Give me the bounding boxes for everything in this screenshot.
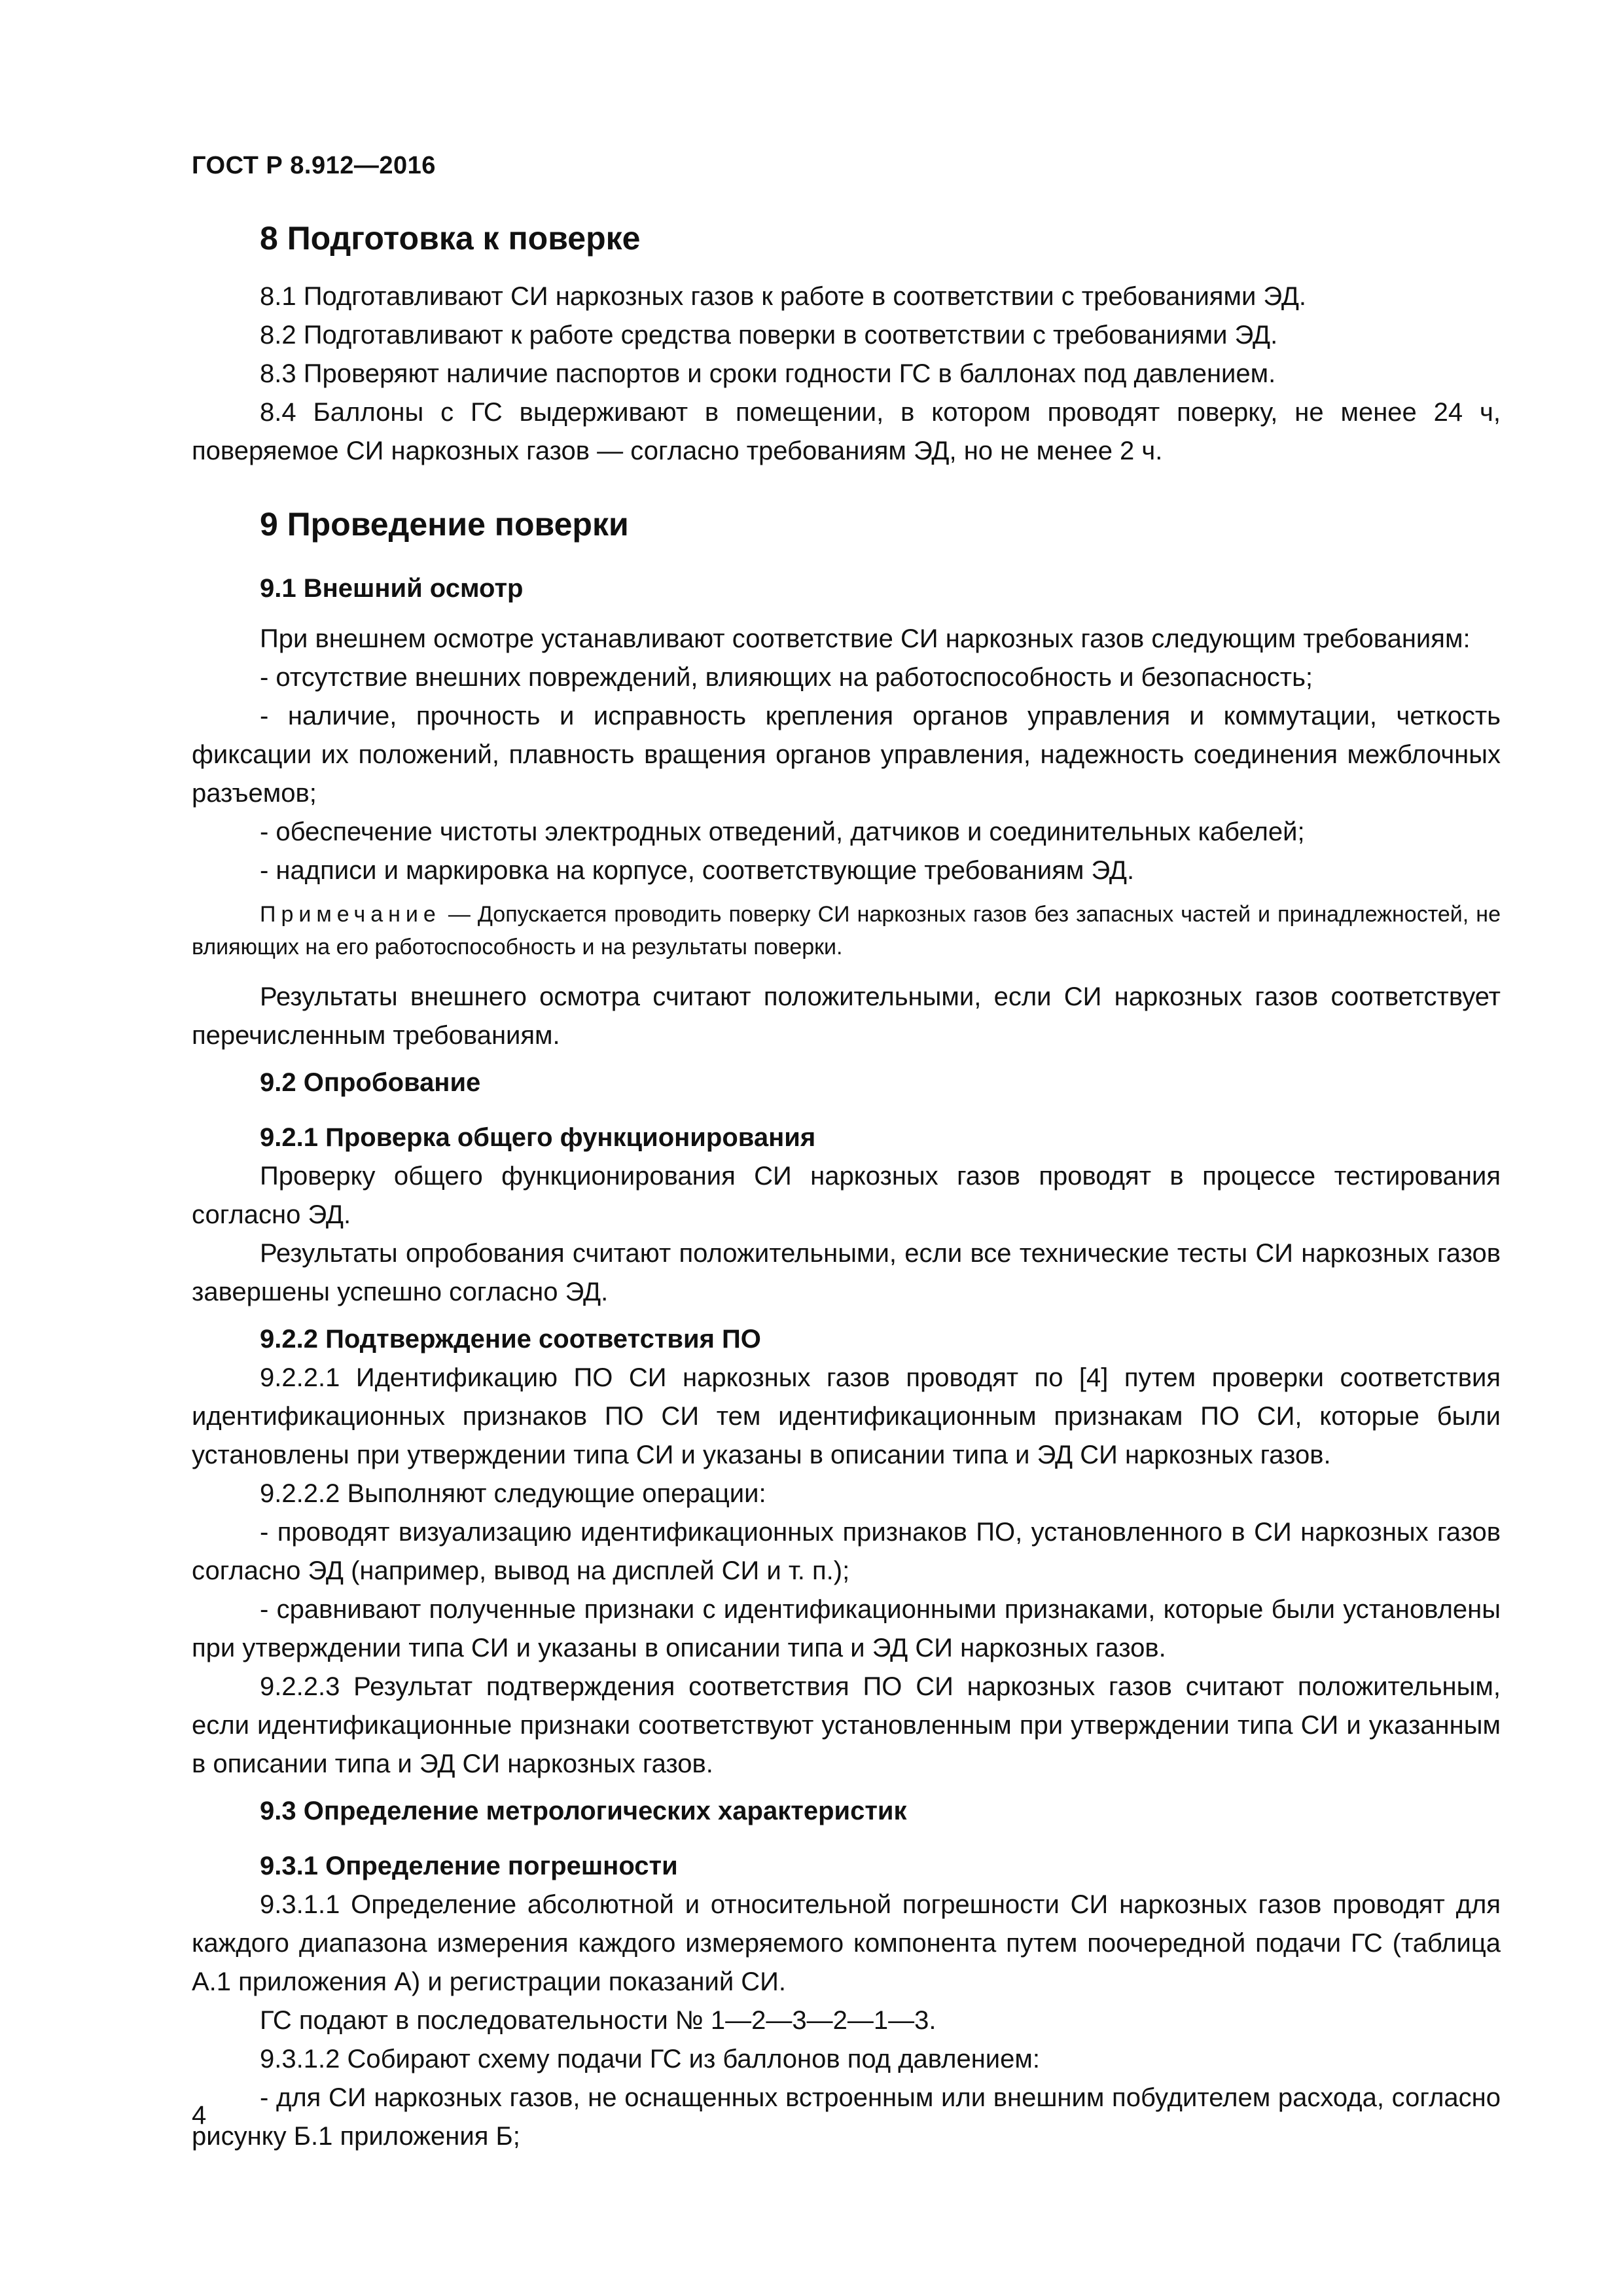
paragraph-8-1: 8.1 Подготавливают СИ наркозных газов к работе в соответствии с требованиями ЭД. [260, 282, 1307, 311]
document-body [192, 217, 1501, 2156]
paragraph-9-1-intro: При внешнем осмотре устанавливают соответствие СИ наркозных газов следующим требованиям: [260, 624, 1471, 653]
paragraph-9-3-1-sequence: ГС подают в последовательности № 1—2—3—2—1—3. [260, 2006, 936, 2035]
note-text: — Допускается проводить поверку СИ наркозных газов без запасных частей и принадлежностей, не влияющих на его работоспособность и на результаты поверки. [192, 902, 1501, 960]
paragraph-9-2-1-b: Результаты опробования считают положительными, если все технические тесты СИ наркозных газов завершены успешно согласно ЭД. [192, 1239, 1501, 1306]
page-number: 4 [192, 2101, 207, 2130]
list-item: - для СИ наркозных газов, не оснащенных встроенным или внешним побудителем расхода, согласно рисунку Б.1 приложения Б; [192, 2083, 1501, 2151]
note-label: Примечание [260, 902, 441, 927]
list-item: - отсутствие внешних повреждений, влияющих на работоспособность и безопасность; [260, 663, 1313, 692]
paragraph-8-3: 8.3 Проверяют наличие паспортов и сроки годности ГС в баллонах под давлением. [260, 359, 1276, 388]
paragraph-9-2-1-a: Проверку общего функционирования СИ наркозных газов проводят в процессе тестирования согласно ЭД. [192, 1162, 1501, 1229]
list-item: - надписи и маркировка на корпусе, соответствующие требованиям ЭД. [260, 856, 1135, 885]
subsection-9-2-heading: 9.2 Опробование [260, 1068, 481, 1097]
subsection-9-3-heading: 9.3 Определение метрологических характеристик [260, 1797, 907, 1825]
list-item: - проводят визуализацию идентификационных признаков ПО, установленного в СИ наркозных газов согласно ЭД (например, вывод на дисплей СИ и т. п.); [192, 1518, 1501, 1585]
paragraph-9-2-2-2: 9.2.2.2 Выполняют следующие операции: [260, 1479, 766, 1508]
subsection-9-1-heading: 9.1 Внешний осмотр [260, 574, 524, 603]
paragraph-8-2: 8.2 Подготавливают к работе средства поверки в соответствии с требованиями ЭД. [260, 321, 1278, 350]
subsection-9-2-1-heading: 9.2.1 Проверка общего функционирования [260, 1123, 816, 1152]
section-8-heading: 8 Подготовка к поверке [260, 220, 641, 257]
section-9-heading: 9 Проведение поверки [260, 506, 629, 543]
note [192, 898, 1501, 963]
list-item: - наличие, прочность и исправность крепления органов управления и коммутации, четкость фиксации их положений, плавность вращения органов управления, надежность соединения межблочных разъемов; [192, 702, 1501, 808]
list-item: - сравнивают полученные признаки с идентификационными признаками, которые были установлены при утверждении типа СИ и указаны в описании типа и ЭД СИ наркозных газов. [192, 1595, 1501, 1662]
paragraph-9-3-1-2: 9.3.1.2 Собирают схему подачи ГС из баллонов под давлением: [260, 2045, 1041, 2073]
paragraph-9-3-1-1: 9.3.1.1 Определение абсолютной и относительной погрешности СИ наркозных газов проводят для каждого диапазона измерения каждого измеряемого компонента путем поочередной подачи ГС (таблица А.1 приложения А) и регистрации показаний СИ. [192, 1890, 1501, 1996]
paragraph-8-4: 8.4 Баллоны с ГС выдерживают в помещении, в котором проводят поверку, не менее 24 ч, поверяемое СИ наркозных газов — согласно требованиям ЭД, но не менее 2 ч. [192, 398, 1501, 465]
paragraph-9-2-2-1: 9.2.2.1 Идентификацию ПО СИ наркозных газов проводят по [4] путем проверки соответствия идентификационных признаков ПО СИ тем идентификационным признакам ПО СИ, которые были установлены при утверждении типа СИ и указаны в описании типа и ЭД СИ наркозных газов. [192, 1363, 1501, 1469]
list-item: - обеспечение чистоты электродных отведений, датчиков и соединительных кабелей; [260, 817, 1305, 846]
paragraph-9-2-2-3: 9.2.2.3 Результат подтверждения соответствия ПО СИ наркозных газов считают положительным, если идентификационные признаки соответствуют установленным при утверждении типа СИ и указанным в описании типа и ЭД СИ наркозных газов. [192, 1672, 1501, 1778]
standard-code-header: ГОСТ Р 8.912—2016 [192, 152, 436, 179]
subsection-9-3-1-heading: 9.3.1 Определение погрешности [260, 1852, 678, 1880]
paragraph-9-1-result: Результаты внешнего осмотра считают положительными, если СИ наркозных газов соответствует перечисленным требованиям. [192, 982, 1501, 1050]
subsection-9-2-2-heading: 9.2.2 Подтверждение соответствия ПО [260, 1325, 761, 1354]
